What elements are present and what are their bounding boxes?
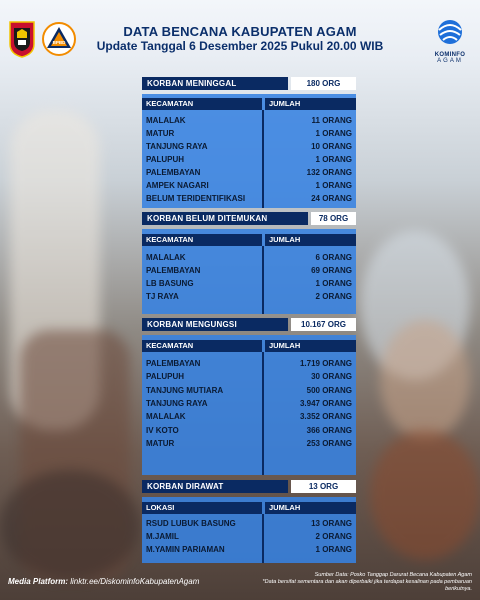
table-row-value: 1 ORANG: [315, 155, 352, 164]
column-header-kecamatan: KECAMATAN: [142, 340, 262, 352]
section-total: 180 ORG: [291, 77, 356, 90]
kominfo-region: AGAM: [437, 58, 463, 64]
table-row-name: TANJUNG MUTIARA: [146, 385, 224, 395]
section-total: 78 ORG: [311, 212, 356, 225]
column-header-kecamatan: KECAMATAN: [142, 98, 262, 110]
table-row-name: IV KOTO: [146, 425, 179, 435]
table-row-value: 1 ORANG: [315, 279, 352, 288]
section-total: 13 ORG: [291, 480, 356, 493]
table-row-value: 1 ORANG: [315, 545, 352, 554]
column-header-jumlah: JUMLAH: [265, 340, 356, 352]
column-divider: [262, 246, 264, 314]
section-label: KORBAN DIRAWAT: [142, 480, 288, 493]
table-row-value: 132 ORANG: [306, 168, 352, 177]
column-header-jumlah: JUMLAH: [265, 234, 356, 246]
footer: [0, 568, 480, 600]
source-line: Sumber Data: Posko Tanggap Darurat Becana Kabupaten Agam: [314, 572, 472, 578]
disclaimer-line: *Data bersifat sementara dan akan diperbaiki jika terdapat kesalinan pada pembaruan berikutnya.: [262, 579, 472, 592]
column-header-jumlah: JUMLAH: [265, 502, 356, 514]
header: [0, 0, 480, 70]
table-row-value: 1.719 ORANG: [299, 359, 352, 368]
media-platform: [8, 577, 199, 586]
table-row-name: AMPEK NAGARI: [146, 181, 209, 190]
column-divider: [262, 110, 264, 208]
kominfo-name: KOMINFO: [434, 52, 466, 58]
table-row-value: 13 ORANG: [311, 519, 352, 528]
section-label: KORBAN MENINGGAL: [142, 77, 288, 90]
table-row-value: 24 ORANG: [311, 194, 352, 203]
column-header-jumlah: JUMLAH: [265, 98, 356, 110]
table-row-value: 1 ORANG: [315, 129, 352, 138]
table-row-name: MALALAK: [146, 116, 186, 125]
page-title: DATA BENCANA KABUPATEN AGAM: [123, 24, 357, 39]
table-row-value: 366 ORANG: [306, 425, 352, 435]
table-row-name: LB BASUNG: [146, 279, 194, 288]
table-row-value: 2 ORANG: [315, 292, 352, 301]
column-header-lokasi: LOKASI: [142, 502, 262, 514]
column-header-kecamatan: KECAMATAN: [142, 234, 262, 246]
table-row-value: 3.352 ORANG: [299, 412, 352, 422]
kominfo-globe-icon: [435, 18, 465, 46]
table-row-name: PALUPUH: [146, 155, 185, 164]
table-row-name: PALEMBAYAN: [146, 266, 201, 275]
table-row-name: TANJUNG RAYA: [146, 142, 208, 151]
table-row-value: 253 ORANG: [306, 438, 352, 448]
table-row-name: PALEMBAYAN: [146, 359, 201, 368]
update-date: Update Tanggal 6 Desember 2025 Pukul 20.00 WIB: [96, 39, 384, 53]
table-row-name: PALUPUH: [146, 372, 185, 382]
table-row-name: M.JAMIL: [146, 532, 179, 541]
table-row-name: MALALAK: [146, 253, 186, 262]
table-row-value: 30 ORANG: [311, 372, 352, 382]
table-row-name: RSUD LUBUK BASUNG: [146, 519, 236, 528]
table-row-value: 11 ORANG: [311, 116, 352, 125]
section-label: KORBAN MENGUNGSI: [142, 318, 288, 331]
table-row-name: TANJUNG RAYA: [146, 398, 208, 408]
bpbd-label: BPBD: [52, 40, 66, 45]
table-row-name: TJ RAYA: [146, 292, 179, 301]
table-row-value: 500 ORANG: [306, 385, 352, 395]
table-row-name: MALALAK: [146, 412, 186, 422]
table-row-name: M.YAMIN PARIAMAN: [146, 545, 225, 554]
table-row-value: 2 ORANG: [315, 532, 352, 541]
table-row-value: 6 ORANG: [315, 253, 352, 262]
section-label: KORBAN BELUM DITEMUKAN: [142, 212, 308, 225]
kominfo-logo: [428, 18, 472, 66]
table-row-name: MATUR: [146, 129, 175, 138]
column-divider: [262, 352, 264, 475]
table-row-value: 3.947 ORANG: [299, 398, 352, 408]
media-platform-link[interactable]: linktr.ee/DiskominfoKabupatenAgam: [70, 577, 200, 586]
table-row-value: 10 ORANG: [311, 142, 352, 151]
column-divider: [262, 514, 264, 563]
table-row-name: MATUR: [146, 438, 175, 448]
media-platform-label: Media Platform:: [8, 577, 69, 586]
table-row-name: PALEMBAYAN: [146, 168, 201, 177]
table-row-name: BELUM TERIDENTIFIKASI: [146, 194, 246, 203]
table-row-value: 69 ORANG: [311, 266, 352, 275]
data-source-note: [252, 572, 472, 593]
table-row-value: 1 ORANG: [315, 181, 352, 190]
section-total: 10.167 ORG: [291, 318, 356, 331]
